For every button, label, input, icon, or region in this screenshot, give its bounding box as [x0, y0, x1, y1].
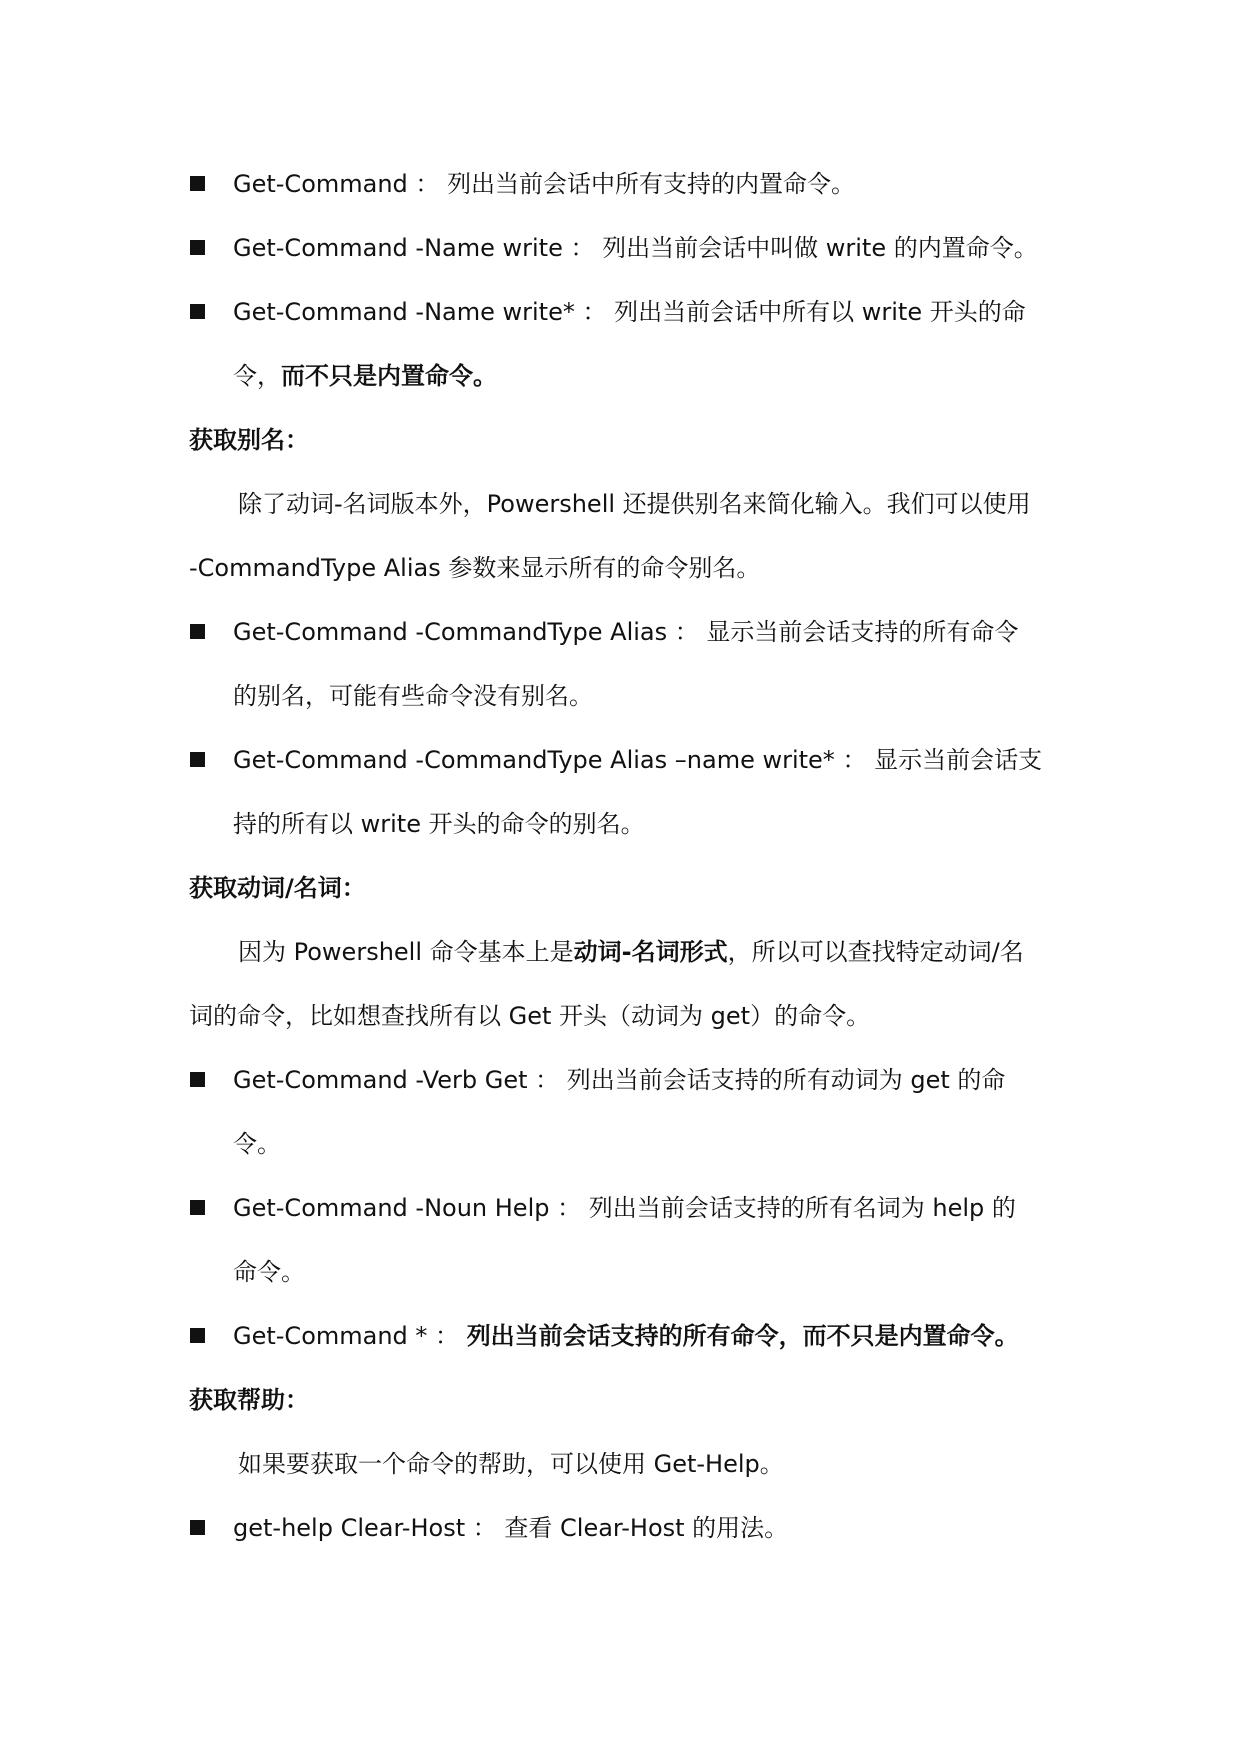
continuation-text: 令。 [233, 1130, 281, 1158]
continuation-text: 持的所有以 write 开头的命令的别名。 [233, 810, 645, 838]
continuation-text: 令， [233, 362, 281, 390]
verb-paragraph-text: ，所以可以查找特定动词/名 [727, 938, 1024, 966]
command-text: Get-Command -Name write [233, 234, 563, 262]
description-text: 查看 Clear-Host 的用法。 [504, 1514, 789, 1542]
emphasis-text: 动词-名词形式 [573, 938, 728, 966]
description-text: 列出当前会话中所有支持的内置命令。 [447, 170, 856, 198]
continuation-text: 命令。 [233, 1258, 305, 1286]
square-bullet-icon [190, 1072, 205, 1087]
description-text: 列出当前会话支持的所有命令，而不只是内置命令。 [466, 1322, 1019, 1350]
help-paragraph: 如果要获取一个命令的帮助，可以使用 Get-Help。 [238, 1450, 784, 1478]
verb-paragraph-line2: 词的命令，比如想查找所有以 Get 开头（动词为 get）的命令。 [189, 1002, 871, 1030]
description-text: 列出当前会话支持的所有动词为 get 的命 [566, 1066, 1006, 1094]
command-text: get-help Clear-Host [233, 1514, 466, 1542]
square-bullet-icon [190, 304, 205, 319]
separator: ： [465, 1514, 505, 1542]
square-bullet-icon [190, 624, 205, 639]
command-text: Get-Command -CommandType Alias [233, 618, 668, 646]
description-text: 显示当前会话支 [874, 746, 1043, 774]
description-text: 列出当前会话中叫做 write 的内置命令。 [602, 234, 1038, 262]
separator: ： [562, 234, 603, 262]
command-text: Get-Command -CommandType Alias –name write* [233, 746, 835, 774]
square-bullet-icon [190, 1520, 205, 1535]
description-text: 列出当前会话中所有以 write 开头的命 [614, 298, 1026, 326]
square-bullet-icon [190, 240, 205, 255]
square-bullet-icon [190, 1328, 205, 1343]
description-text: 显示当前会话支持的所有命令 [706, 618, 1019, 646]
separator: ： [407, 170, 448, 198]
separator: ： [574, 298, 615, 326]
continuation-text: 的别名，可能有些命令没有别名。 [233, 682, 593, 710]
command-text: Get-Command -Name write* [233, 298, 575, 326]
command-text: Get-Command * [233, 1322, 428, 1350]
verb-noun-heading: 获取动词/名词： [189, 874, 366, 902]
square-bullet-icon [190, 752, 205, 767]
command-text: Get-Command -Verb Get [233, 1066, 528, 1094]
square-bullet-icon [190, 1200, 205, 1215]
emphasis-text: 而不只是内置命令。 [281, 362, 497, 390]
command-text: Get-Command -Noun Help [233, 1194, 550, 1222]
alias-paragraph-line2: -CommandType Alias 参数来显示所有的命令别名。 [189, 554, 761, 582]
separator: ： [667, 618, 707, 646]
alias-paragraph-line1: 除了动词-名词版本外，Powershell 还提供别名来简化输入。我们可以使用 [238, 490, 1031, 518]
separator: ： [549, 1194, 589, 1222]
separator: ： [427, 1322, 467, 1350]
command-text: Get-Command [233, 170, 408, 198]
separator: ： [527, 1066, 567, 1094]
help-heading: 获取帮助： [189, 1386, 309, 1414]
description-text: 列出当前会话支持的所有名词为 help 的 [588, 1194, 1016, 1222]
square-bullet-icon [190, 176, 205, 191]
separator: ： [834, 746, 875, 774]
alias-heading: 获取别名： [189, 426, 309, 454]
verb-paragraph-text: 因为 Powershell 命令基本上是 [238, 938, 574, 966]
